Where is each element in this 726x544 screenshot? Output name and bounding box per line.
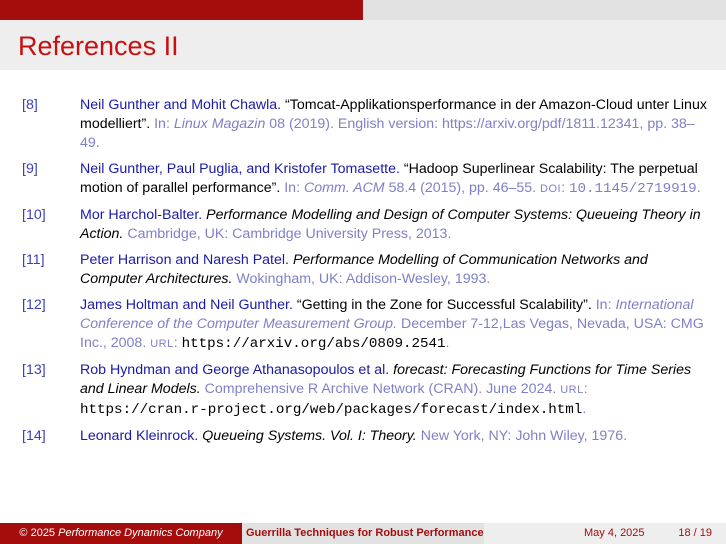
company-name: Performance Dynamics Company — [58, 527, 223, 539]
reference-body — [80, 206, 712, 244]
reference-in: In: — [591, 297, 616, 313]
reference-details: Comprehensive R Archive Network (CRAN). June 2024. — [200, 381, 561, 397]
reference-item — [0, 296, 726, 354]
reference-authors: Peter Harrison and Naresh Patel. — [80, 252, 289, 268]
reference-number: [9] — [22, 161, 38, 177]
reference-body — [80, 160, 712, 199]
reference-number: [14] — [22, 428, 46, 444]
reference-item — [0, 251, 726, 289]
footer-copyright — [0, 523, 242, 544]
reference-title: forecast: Forecasting Functions for Time Series and Linear Models. — [80, 362, 692, 397]
reference-item — [0, 206, 726, 244]
reference-body — [80, 361, 712, 420]
slide-title: References II — [18, 31, 179, 61]
reference-authors: Neil Gunther and Mohit Chawla. — [80, 97, 282, 113]
reference-details: December 7-12,Las Vegas, Nevada, USA: CMG Inc., 2008. — [80, 316, 704, 351]
url-label: URL — [560, 384, 584, 396]
reference-item — [0, 96, 726, 153]
reference-venue: Comm. ACM — [303, 180, 385, 196]
reference-end: . — [445, 335, 450, 351]
reference-details: Wokingham, UK: Addison-Wesley, 1993. — [232, 271, 491, 287]
footer-date: May 4, 2025 — [584, 527, 645, 539]
reference-in: In: — [280, 180, 304, 196]
page-number: 18 / 19 — [678, 527, 712, 539]
reference-authors: Rob Hyndman and George Athanasopoulos et al. — [80, 362, 390, 378]
reference-title: “Hadoop Superlinear Scalability: The perpetual motion of parallel performance”. — [80, 161, 698, 196]
reference-number: [10] — [22, 207, 46, 223]
reference-number: [8] — [22, 97, 38, 113]
url-colon: : — [173, 335, 182, 351]
reference-body — [80, 427, 712, 446]
reference-list — [0, 96, 726, 453]
reference-details: 08 (2019). English version: https://arxiv.org/pdf/1811.12341, pp. 38–49. — [80, 116, 695, 151]
reference-body — [80, 251, 712, 289]
reference-number: [13] — [22, 362, 46, 378]
url-link[interactable]: https://arxiv.org/abs/0809.2541 — [181, 336, 446, 352]
top-bar-left-section — [0, 0, 363, 20]
reference-item — [0, 160, 726, 199]
reference-details: Cambridge, UK: Cambridge University Press, 2013. — [123, 226, 452, 242]
top-bar-right-section — [363, 0, 726, 20]
footer-talk-title: Guerrilla Techniques for Robust Performance — [242, 523, 484, 544]
reference-title: “Tomcat-Applikationsperformance in der Amazon-Cloud unter Linux modelliert”. — [80, 97, 707, 132]
reference-number: [12] — [22, 297, 46, 313]
reference-details: New York, NY: John Wiley, 1976. — [416, 428, 628, 444]
reference-body — [80, 296, 712, 354]
reference-venue: International Conference of the Computer Measurement Group. — [80, 297, 694, 332]
top-navigation-bar — [0, 0, 726, 20]
copyright-prefix: © 2025 — [19, 527, 59, 539]
reference-number: [11] — [22, 252, 45, 268]
reference-item — [0, 361, 726, 420]
reference-venue: Linux Magazin — [173, 116, 266, 132]
url-label: URL — [150, 338, 174, 350]
reference-title: Performance Modelling and Design of Computer Systems: Queueing Theory in Action. — [80, 207, 701, 242]
doi-colon: : — [561, 180, 569, 196]
reference-in: In: — [150, 116, 174, 132]
frame-title-bar — [0, 20, 726, 70]
footer-right-section — [484, 523, 726, 544]
url-colon: : — [583, 381, 588, 397]
reference-title: Queueing Systems. Vol. I: Theory. — [202, 428, 417, 444]
doi-label: DOI — [540, 183, 562, 195]
reference-authors: Neil Gunther, Paul Puglia, and Kristofer Tomasette. — [80, 161, 400, 177]
reference-details: 58.4 (2015), pp. 46–55. — [384, 180, 541, 196]
reference-authors: Mor Harchol-Balter. — [80, 207, 203, 223]
reference-authors: James Holtman and Neil Gunther. — [80, 297, 293, 313]
reference-item — [0, 427, 726, 446]
reference-body — [80, 96, 712, 153]
reference-authors: Leonard Kleinrock. — [80, 428, 199, 444]
reference-end: . — [696, 180, 701, 196]
reference-end: . — [582, 401, 587, 417]
url-link[interactable]: https://cran.r-project.org/web/packages/forecast/index.html — [80, 402, 583, 418]
doi-link[interactable]: 10.1145/2719919 — [568, 181, 697, 197]
reference-title: Performance Modelling of Communication Networks and Computer Architectures. — [80, 252, 648, 287]
footer-bar — [0, 523, 726, 544]
reference-title: “Getting in the Zone for Successful Scalability”. — [296, 297, 592, 313]
